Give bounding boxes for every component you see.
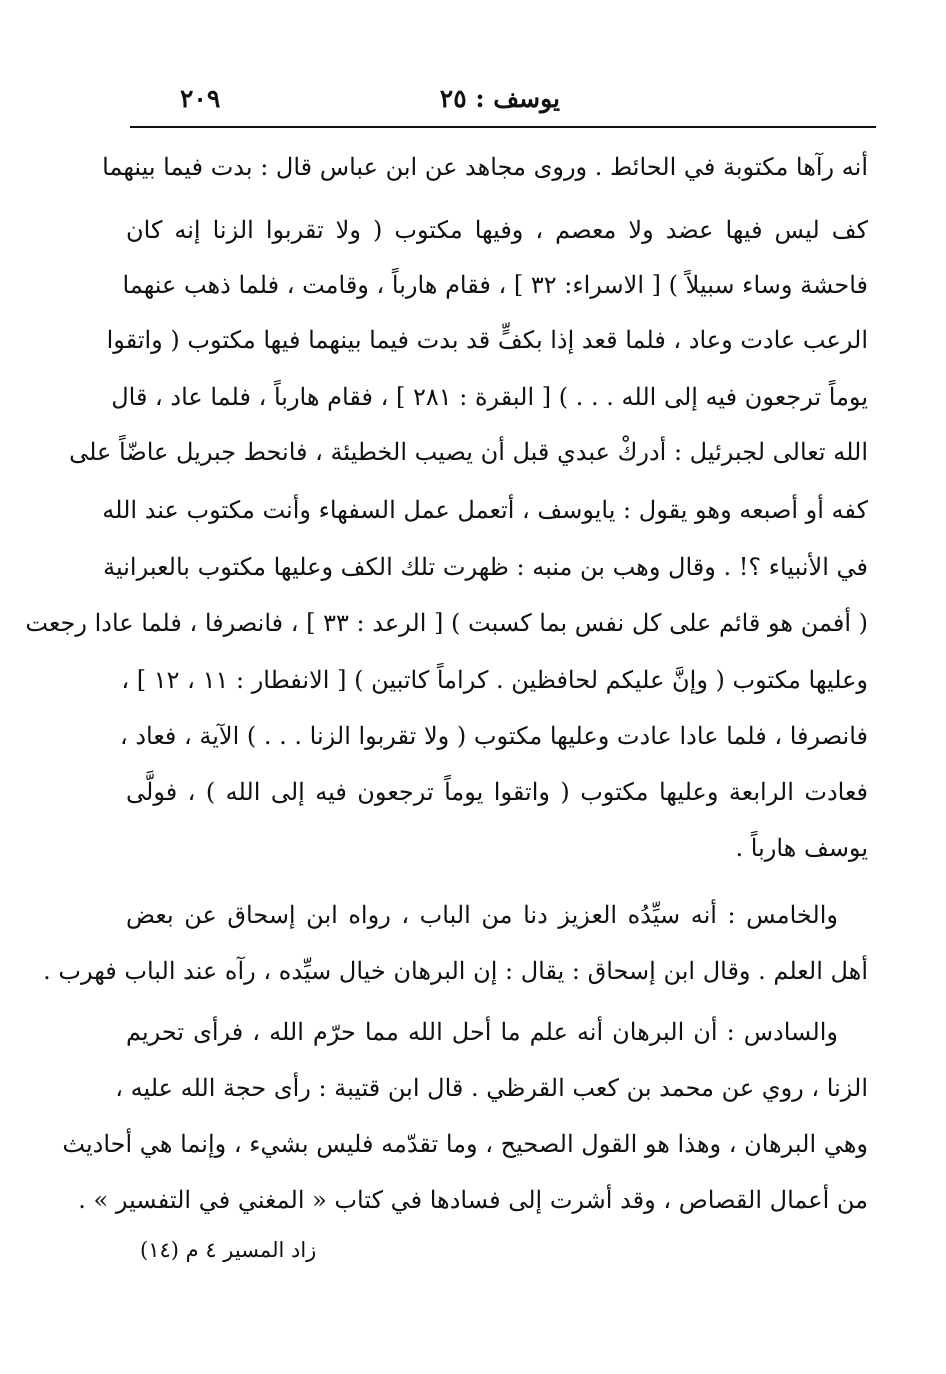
text-line: الله تعالى لجبرئيل : أدركْ عبدي قبل أن يصيب الخطيئة ، فانحط جبريل عاضّاً على xyxy=(69,438,868,466)
text-line: فعادت الرابعة وعليها مكتوب ( واتقوا يوماً ترجعون فيه إلى الله ) ، فولَّى xyxy=(126,778,868,806)
text-line: الرعب عادت وعاد ، فلما قعد إذا بكفٍّ قد بدت فيما بينهما فيها مكتوب ( واتقوا xyxy=(106,326,868,354)
text-line: يوسف هارباً . xyxy=(735,834,868,862)
text-line: فانصرفا ، فلما عادا عادت وعليها مكتوب ( ولا تقربوا الزنا . . . ) الآية ، فعاد ، xyxy=(119,722,868,750)
text-line: فاحشة وساء سبيلاً ) [ الاسراء: ٣٢ ] ، فقام هارباً ، وقامت ، فلما ذهب عنهما xyxy=(122,271,868,299)
header-rule xyxy=(130,126,876,128)
running-title: يوسف : ٢٥ xyxy=(439,84,560,113)
text-line: يوماً ترجعون فيه إلى الله . . . ) [ البقرة : ٢٨١ ] ، فقام هارباً ، فلما عاد ، قال xyxy=(111,383,868,411)
text-line: وعليها مكتوب ( وإنَّ عليكم لحافظين . كراماً كاتبين ) [ الانفطار : ١١ ، ١٢ ] ، xyxy=(121,666,868,694)
text-line: والسادس : أن البرهان أنه علم ما أحل الله مما حرّم الله ، فرأى تحريم xyxy=(126,1018,838,1046)
text-line: من أعمال القصاص ، وقد أشرت إلى فسادها في كتاب « المغني في التفسير » . xyxy=(78,1186,868,1214)
text-line: والخامس : أنه سيِّدُه العزيز دنا من الباب ، رواه ابن إسحاق عن بعض xyxy=(126,901,838,929)
page-number: ٢٠٩ xyxy=(180,84,221,113)
text-line: الزنا ، روي عن محمد بن كعب القرظي . قال ابن قتيبة : رأى حجة الله عليه ، xyxy=(115,1074,868,1102)
text-line: ( أفمن هو قائم على كل نفس بما كسبت ) [ الرعد : ٣٣ ] ، فانصرفا ، فلما عادا رجعت xyxy=(25,609,868,637)
text-line: كفه أو أصبعه وهو يقول : يايوسف ، أتعمل عمل السفهاء وأنت مكتوب عند الله xyxy=(102,496,868,524)
text-line: كف ليس فيها عضد ولا معصم ، وفيها مكتوب ( ولا تقربوا الزنا إنه كان xyxy=(126,216,868,244)
signature-mark: زاد المسير ٤ م (١٤) xyxy=(140,1238,317,1262)
text-line: أنه رآها مكتوبة في الحائط . وروى مجاهد عن ابن عباس قال : بدت فيما بينهما xyxy=(102,153,868,181)
running-header xyxy=(130,84,870,124)
text-line: أهل العلم . وقال ابن إسحاق : يقال : إن البرهان خيال سيِّده ، رآه عند الباب فهرب . xyxy=(43,957,868,985)
text-line: في الأنبياء ؟! . وقال وهب بن منبه : ظهرت تلك الكف وعليها مكتوب بالعبرانية xyxy=(103,553,868,581)
text-line: وهي البرهان ، وهذا هو القول الصحيح ، وما تقدّمه فليس بشيء ، وإنما هي أحاديث xyxy=(62,1130,868,1158)
